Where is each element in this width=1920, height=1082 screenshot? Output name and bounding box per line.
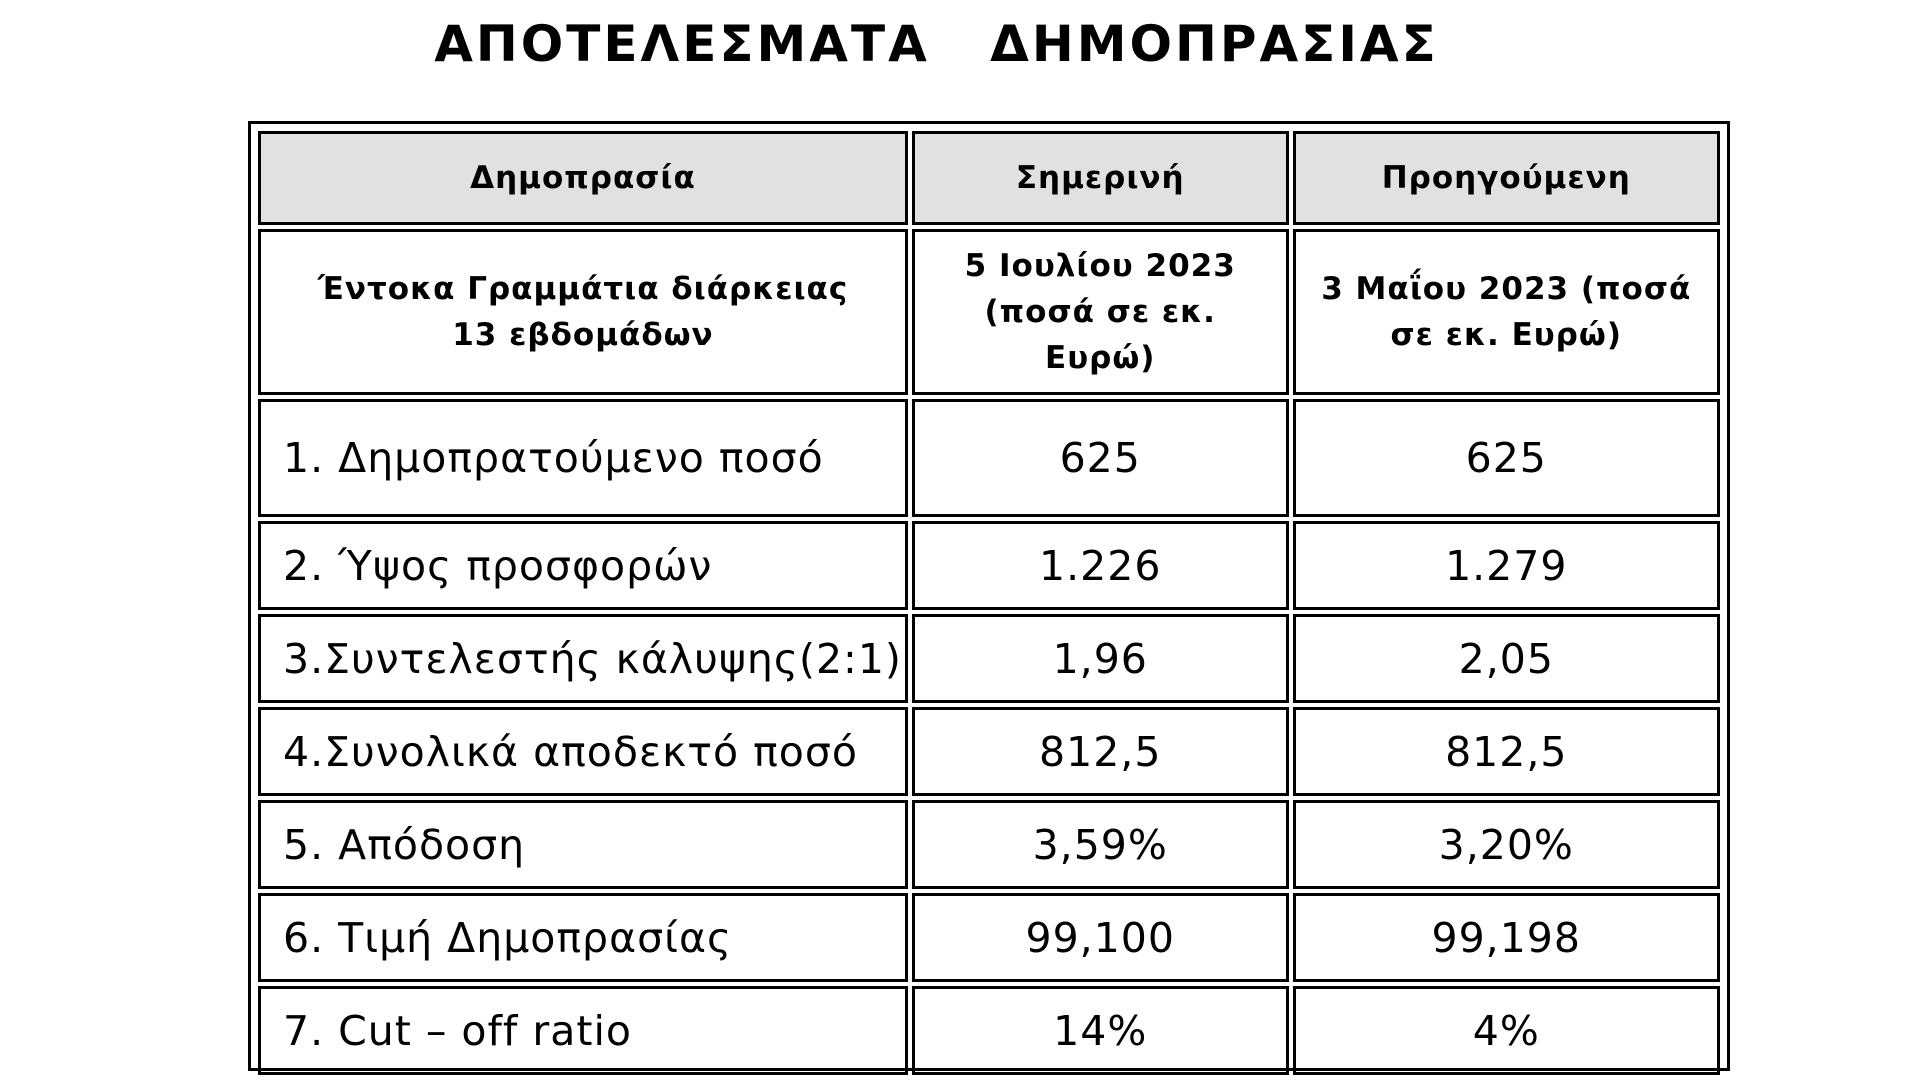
table-row	[258, 800, 1720, 889]
row-previous-value: 99,198	[1293, 893, 1720, 982]
table-row	[258, 986, 1720, 1075]
row-label: 1. Δημοπρατούμενο ποσό	[258, 399, 908, 517]
table-subheader-row	[258, 229, 1720, 395]
table-header-row	[258, 131, 1720, 225]
row-previous-value: 625	[1293, 399, 1720, 517]
header-auction: Δημοπρασία	[258, 131, 908, 225]
table-row	[258, 399, 1720, 517]
table-row	[258, 707, 1720, 796]
subheader-current-date: 5 Ιουλίου 2023 (ποσά σε εκ. Ευρώ)	[912, 229, 1289, 395]
row-label: 3.Συντελεστής κάλυψης(2:1)	[258, 614, 908, 703]
row-current-value: 1.226	[912, 521, 1289, 610]
table-row	[258, 893, 1720, 982]
row-previous-value: 4%	[1293, 986, 1720, 1075]
row-label: 6. Τιμή Δημοπρασίας	[258, 893, 908, 982]
subheader-previous-date: 3 Μαΐου 2023 (ποσά σε εκ. Ευρώ)	[1293, 229, 1720, 395]
row-current-value: 3,59%	[912, 800, 1289, 889]
table-row	[258, 614, 1720, 703]
row-previous-value: 3,20%	[1293, 800, 1720, 889]
row-current-value: 14%	[912, 986, 1289, 1075]
auction-results-table	[254, 127, 1724, 1079]
row-label: 4.Συνολικά αποδεκτό ποσό	[258, 707, 908, 796]
row-previous-value: 1.279	[1293, 521, 1720, 610]
row-current-value: 625	[912, 399, 1289, 517]
row-previous-value: 812,5	[1293, 707, 1720, 796]
table-row	[258, 521, 1720, 610]
row-current-value: 812,5	[912, 707, 1289, 796]
row-current-value: 99,100	[912, 893, 1289, 982]
subheader-instrument: Έντοκα Γραμμάτια διάρκειας 13 εβδομάδων	[258, 229, 908, 395]
auction-results-table-frame	[248, 121, 1730, 1071]
row-label: 2. Ύψος προσφορών	[258, 521, 908, 610]
header-previous: Προηγούμενη	[1293, 131, 1720, 225]
row-label: 5. Απόδοση	[258, 800, 908, 889]
row-current-value: 1,96	[912, 614, 1289, 703]
page-title: ΑΠΟΤΕΛΕΣΜΑΤΑ ΔΗΜΟΠΡΑΣΙΑΣ	[434, 15, 1439, 73]
row-previous-value: 2,05	[1293, 614, 1720, 703]
header-current: Σημερινή	[912, 131, 1289, 225]
row-label: 7. Cut – off ratio	[258, 986, 908, 1075]
